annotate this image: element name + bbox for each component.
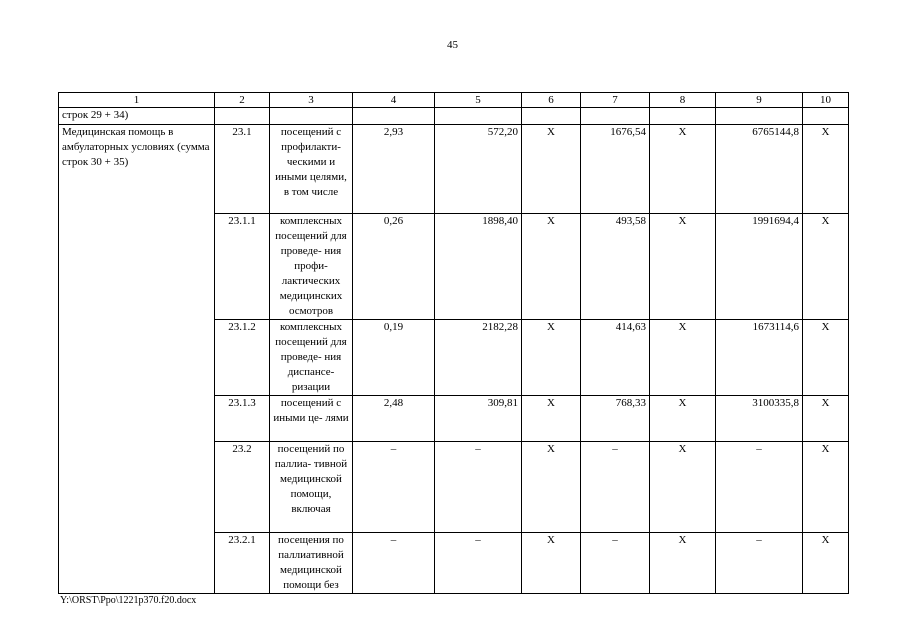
row-label: Медицинская помощь в амбулаторных условиях (сумма строк 30 + 35)	[59, 125, 215, 594]
row-code: 23.1.3	[215, 396, 270, 442]
cell-col8: X	[650, 442, 716, 533]
header-cell: 2	[215, 93, 270, 108]
cell-col5: –	[435, 442, 522, 533]
row-code: 23.1	[215, 125, 270, 214]
cell-col9: –	[716, 533, 803, 594]
cell-col9: 6765144,8	[716, 125, 803, 214]
cell-col7: –	[581, 442, 650, 533]
row-code: 23.1.1	[215, 214, 270, 320]
row-unit: посещений с профилакти- ческими и иными целями, в том числе	[270, 125, 353, 214]
row-code: 23.1.2	[215, 320, 270, 396]
cell-col6: X	[522, 442, 581, 533]
cell-col4: 0,19	[353, 320, 435, 396]
cell-col5: –	[435, 533, 522, 594]
row-unit: комплексных посещений для проведе- ния диспансе- ризации	[270, 320, 353, 396]
header-cell: 4	[353, 93, 435, 108]
header-cell: 9	[716, 93, 803, 108]
cell-col4: –	[353, 442, 435, 533]
page-number: 45	[447, 39, 458, 51]
header-cell: 3	[270, 93, 353, 108]
cell-col7: –	[581, 533, 650, 594]
cell-col9: 3100335,8	[716, 396, 803, 442]
cell-col9: –	[716, 442, 803, 533]
cell-col6: X	[522, 214, 581, 320]
cell-col5: 2182,28	[435, 320, 522, 396]
cell-col10: X	[803, 533, 849, 594]
row-code: 23.2	[215, 442, 270, 533]
cell-col9: 1991694,4	[716, 214, 803, 320]
header-cell: 1	[59, 93, 215, 108]
row-unit: посещения по паллиативной медицинской помощи без	[270, 533, 353, 594]
cell-col4: 0,26	[353, 214, 435, 320]
cell-col5: 572,20	[435, 125, 522, 214]
cell-col4: 2,93	[353, 125, 435, 214]
header-cell: 5	[435, 93, 522, 108]
cell-col10: X	[803, 214, 849, 320]
program-table	[58, 92, 849, 594]
file-path-footer: Y:\ORST\Ppo\1221p370.f20.docx	[60, 595, 197, 606]
row-unit: посещений с иными це- лями	[270, 396, 353, 442]
cell-col6: X	[522, 396, 581, 442]
cell-col4: –	[353, 533, 435, 594]
cell-col9: 1673114,6	[716, 320, 803, 396]
header-cell: 7	[581, 93, 650, 108]
cell-col7: 493,58	[581, 214, 650, 320]
row-unit: комплексных посещений для проведе- ния профи- лактических медицинских осмотров	[270, 214, 353, 320]
cell-col10: X	[803, 320, 849, 396]
cell-col10: X	[803, 125, 849, 214]
cell-col5: 1898,40	[435, 214, 522, 320]
cell-col8: X	[650, 320, 716, 396]
cell-col7: 1676,54	[581, 125, 650, 214]
cell-col5: 309,81	[435, 396, 522, 442]
row-unit: посещений по паллиа- тивной медицинской помощи, включая	[270, 442, 353, 533]
table-row	[59, 125, 849, 214]
header-cell: 8	[650, 93, 716, 108]
header-row	[59, 93, 849, 108]
continued-text: строк 29 + 34)	[59, 108, 215, 125]
cell-col8: X	[650, 125, 716, 214]
row-code: 23.2.1	[215, 533, 270, 594]
header-cell: 10	[803, 93, 849, 108]
cell-col6: X	[522, 125, 581, 214]
cell-col4: 2,48	[353, 396, 435, 442]
cell-col10: X	[803, 396, 849, 442]
cell-col6: X	[522, 320, 581, 396]
continued-row	[59, 108, 849, 125]
cell-col10: X	[803, 442, 849, 533]
cell-col8: X	[650, 214, 716, 320]
cell-col6: X	[522, 533, 581, 594]
cell-col8: X	[650, 533, 716, 594]
cell-col7: 414,63	[581, 320, 650, 396]
header-cell: 6	[522, 93, 581, 108]
cell-col8: X	[650, 396, 716, 442]
cell-col7: 768,33	[581, 396, 650, 442]
